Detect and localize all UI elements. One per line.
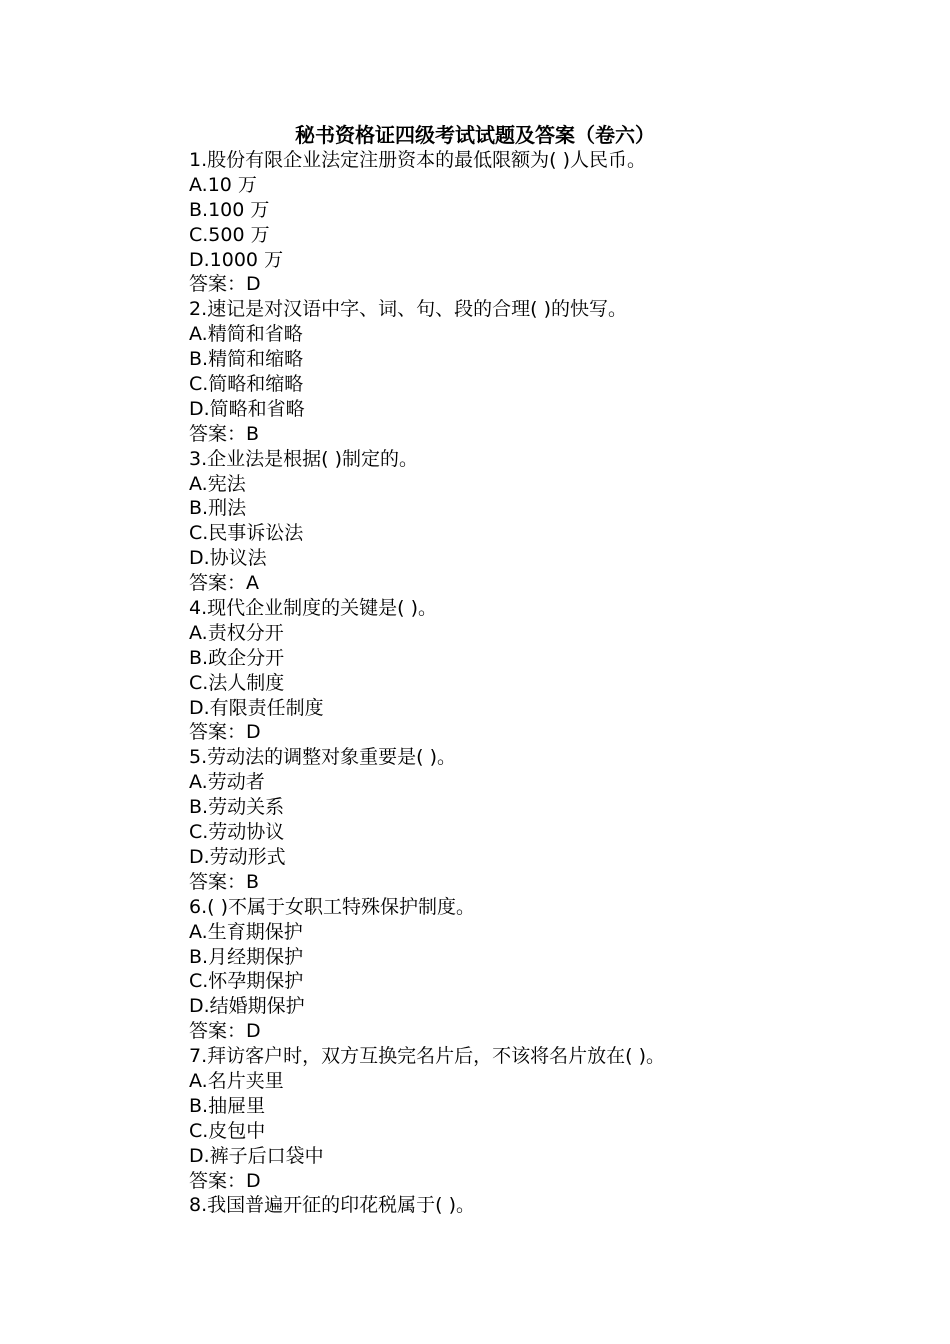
text-line: 4.现代企业制度的关键是( )。 — [189, 597, 437, 620]
text-line: D.结婚期保护 — [189, 995, 305, 1018]
text-line: 答案：D — [189, 1020, 261, 1043]
text-line: 7.拜访客户时，双方互换完名片后，不该将名片放在( )。 — [189, 1045, 665, 1068]
text-line: C.简略和缩略 — [189, 373, 304, 396]
document-title: 秘书资格证四级考试试题及答案（卷六） — [295, 123, 655, 147]
text-line: 2.速记是对汉语中字、词、句、段的合理( )的快写。 — [189, 298, 627, 321]
text-line: B.月经期保护 — [189, 945, 304, 968]
text-line: 8.我国普遍开征的印花税属于( )。 — [189, 1194, 475, 1217]
text-line: D.简略和省略 — [189, 397, 305, 420]
text-line: C.怀孕期保护 — [189, 970, 304, 993]
text-line: 答案：B — [189, 422, 260, 445]
text-line: C.劳动协议 — [189, 821, 285, 844]
text-line: A.责权分开 — [189, 621, 284, 644]
text-line: 6.( )不属于女职工特殊保护制度。 — [189, 895, 475, 918]
text-line: A.名片夹里 — [189, 1069, 284, 1092]
document-body — [189, 148, 889, 1218]
text-line: C.500 万 — [189, 223, 270, 246]
text-line: B.刑法 — [189, 497, 247, 520]
text-line: A.10 万 — [189, 173, 257, 196]
text-line: 答案：B — [189, 870, 260, 893]
text-line: B.抽屉里 — [189, 1094, 266, 1117]
text-line: 答案：D — [189, 273, 261, 296]
text-line: 答案：D — [189, 721, 261, 744]
text-line: 5.劳动法的调整对象重要是( )。 — [189, 746, 456, 769]
text-line: B.劳动关系 — [189, 796, 285, 819]
text-line: C.民事诉讼法 — [189, 522, 304, 545]
text-line: B.精简和缩略 — [189, 348, 304, 371]
text-line: A.生育期保护 — [189, 920, 303, 943]
text-line: 3.企业法是根据( )制定的。 — [189, 447, 418, 470]
text-line: C.皮包中 — [189, 1119, 266, 1142]
text-line: 答案：D — [189, 1169, 261, 1192]
text-line: B.100 万 — [189, 198, 270, 221]
text-line: D.1000 万 — [189, 248, 284, 271]
text-line: A.精简和省略 — [189, 323, 303, 346]
text-line: D.协议法 — [189, 547, 267, 570]
text-line: C.法人制度 — [189, 671, 285, 694]
text-line: 答案：A — [189, 572, 259, 595]
text-line: D.劳动形式 — [189, 845, 286, 868]
text-line: D.有限责任制度 — [189, 696, 324, 719]
text-line: B.政企分开 — [189, 646, 285, 669]
text-line: A.宪法 — [189, 472, 246, 495]
text-line: 1.股份有限企业法定注册资本的最低限额为( )人民币。 — [189, 149, 646, 171]
text-line: A.劳动者 — [189, 771, 265, 794]
text-line: D.裤子后口袋中 — [189, 1144, 324, 1167]
